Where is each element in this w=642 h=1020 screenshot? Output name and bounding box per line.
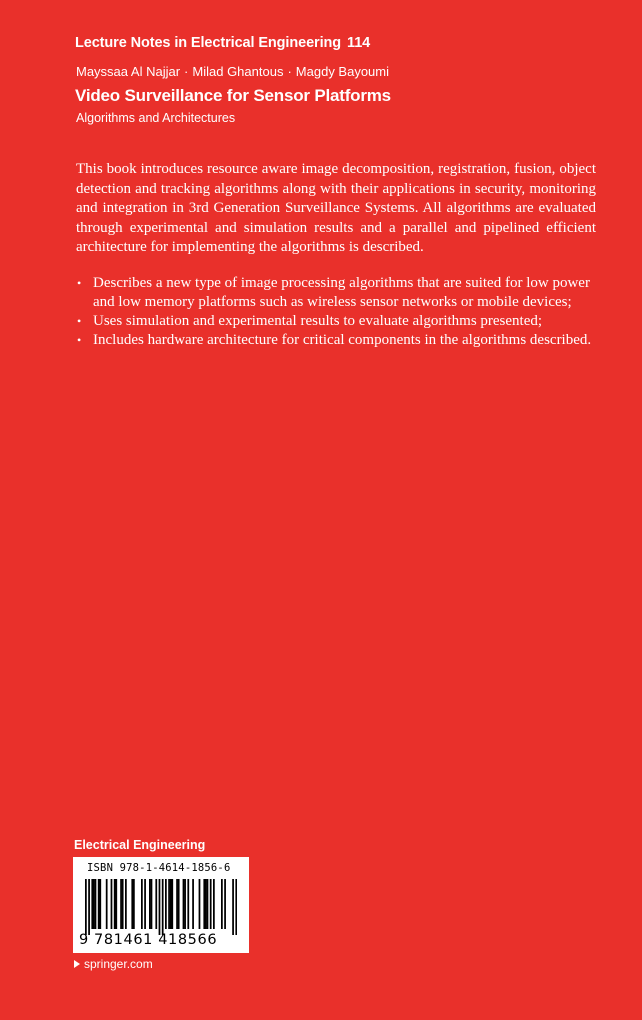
barcode-bar xyxy=(93,879,95,929)
isbn-label: ISBN 978-1-4614-1856-6 xyxy=(87,862,231,874)
barcode-bar xyxy=(205,879,207,929)
barcode-bar xyxy=(88,879,90,935)
series-name: Lecture Notes in Electrical Engineering xyxy=(75,35,342,51)
book-subtitle: Algorithms and Architectures xyxy=(76,111,236,125)
barcode-bar xyxy=(98,879,100,929)
barcode-bar xyxy=(85,879,87,935)
series-volume: 114 xyxy=(347,35,371,51)
barcode-bar xyxy=(235,879,237,935)
author-separator: · xyxy=(184,64,189,79)
barcode-bar xyxy=(207,879,209,929)
author-name: Milad Ghantous xyxy=(192,64,284,79)
barcode-bar xyxy=(210,879,212,929)
author-name: Magdy Bayoumi xyxy=(295,64,390,79)
barcode-bar xyxy=(120,879,122,929)
publisher-website[interactable] xyxy=(74,957,153,971)
barcode-bar xyxy=(106,879,108,929)
barcode-bar xyxy=(155,879,157,929)
barcode-bar xyxy=(171,879,173,929)
feature-item: • Describes a new type of image processing algorithms that are suited for low power and low memory platforms such as wireless sensor networks or mobile devices; xyxy=(76,274,596,312)
barcode-bar xyxy=(224,879,226,929)
barcode-bars xyxy=(85,879,237,935)
barcode-bar xyxy=(165,879,167,929)
barcode-bar xyxy=(184,879,186,929)
barcode-bar xyxy=(125,879,127,929)
barcode-digits: 9 781461 418566 xyxy=(79,932,218,948)
barcode-bar xyxy=(159,879,161,935)
barcode-bar xyxy=(213,879,215,929)
barcode-bar xyxy=(183,879,185,929)
arrow-right-icon xyxy=(74,960,80,968)
series-line xyxy=(75,35,370,51)
feature-list xyxy=(76,274,596,350)
barcode-bar xyxy=(149,879,151,929)
barcode-bar xyxy=(151,879,153,929)
isbn-barcode xyxy=(73,857,249,953)
website-label[interactable]: springer.com xyxy=(84,957,153,971)
barcode-bar xyxy=(133,879,135,929)
barcode-bar xyxy=(168,879,170,929)
barcode-bar xyxy=(131,879,133,929)
barcode-bar xyxy=(162,879,164,935)
barcode-bar xyxy=(187,879,189,929)
barcode-bar xyxy=(178,879,180,929)
barcode-bar xyxy=(141,879,143,929)
barcode-bar xyxy=(111,879,113,929)
barcode-bar xyxy=(221,879,223,929)
feature-item: • Includes hardware architecture for critical components in the algorithms described. xyxy=(76,331,596,350)
barcode-bar xyxy=(170,879,172,929)
barcode-bar xyxy=(115,879,117,929)
barcode-bar xyxy=(122,879,124,929)
author-separator: · xyxy=(287,64,292,79)
barcode-bar xyxy=(99,879,101,929)
barcode-bar xyxy=(114,879,116,929)
barcode-bar xyxy=(91,879,93,929)
author-list xyxy=(76,64,389,79)
feature-item: • Uses simulation and experimental results to evaluate algorithms presented; xyxy=(76,312,596,331)
barcode-bar xyxy=(95,879,97,929)
barcode-bar xyxy=(144,879,146,929)
barcode-bar xyxy=(176,879,178,929)
subject-category: Electrical Engineering xyxy=(74,838,206,852)
book-description: This book introduces resource aware image decomposition, registration, fusion, object detection and tracking algorithms along with their applications in security, monitoring and integration in 3rd Generation Surveillance Systems. All algorithms are evaluated through experimental and simulation results and a parallel and pipelined efficient architecture for implementing the algorithms is described. xyxy=(76,161,596,255)
book-title: Video Surveillance for Sensor Platforms xyxy=(75,86,391,105)
barcode-bar xyxy=(232,879,234,935)
barcode-bar xyxy=(192,879,194,929)
barcode-bar xyxy=(199,879,201,929)
author-name: Mayssaa Al Najjar xyxy=(76,64,181,79)
barcode-bar xyxy=(203,879,205,929)
